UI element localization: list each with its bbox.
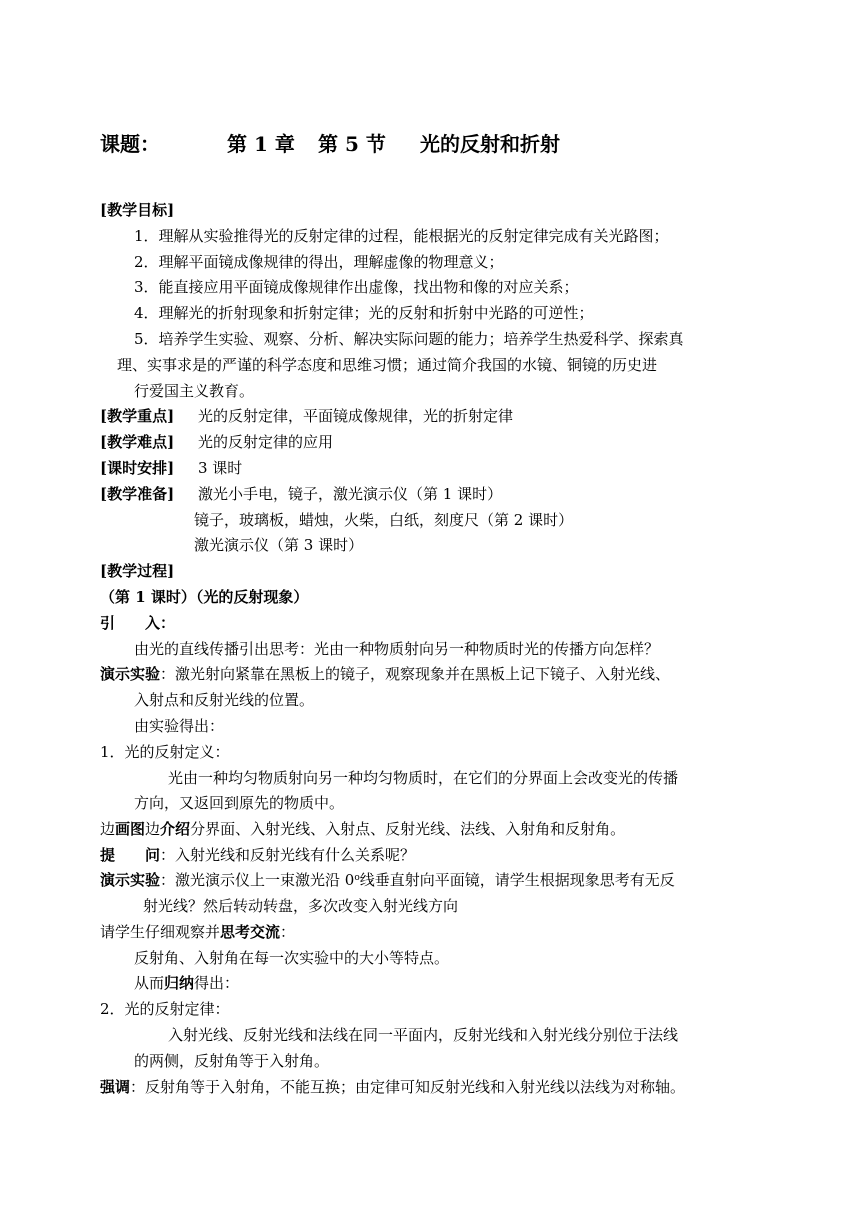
draw-text-e: 分界面、入射光线、入射点、反射光线、法线、入射角和反射角。	[190, 820, 626, 838]
emphasis-text: ：反射角等于入射角，不能互换；由定律可知反射光线和入射光线以法线为对称轴。	[130, 1078, 686, 1096]
degree-superscript: o	[354, 873, 360, 883]
observe-text-b: 思考交流	[220, 923, 281, 941]
preparation-line: 镜子，玻璃板，蜡烛，火柴，白纸，刻度尺（第 2 课时）	[194, 511, 574, 529]
intro-text: 由光的直线传播引出思考：光由一种物质射向另一种物质时光的传播方向怎样？	[134, 640, 660, 658]
intro-label: 引 入：	[100, 614, 176, 632]
definition-line1: 光由一种均匀物质射向另一种均匀物质时，在它们的分界面上会改变光的传播	[168, 769, 679, 787]
demo2-label: 演示实验	[100, 871, 161, 889]
demo2-text-b: 线垂直射向平面镜，请学生根据现象思考有无反	[359, 871, 675, 889]
key-points-text: 光的反射定律，平面镜成像规律，光的折射定律	[198, 407, 514, 425]
demo1-line2: 入射点和反射光线的位置。	[134, 691, 315, 709]
induce-text-a: 从而	[134, 974, 165, 992]
objective-item-5-line2: 理、实事求是的严谨的科学态度和思维习惯；通过简介我国的水镜、铜镜的历史进	[117, 356, 658, 374]
title-topic: 光的反射和折射	[420, 132, 560, 156]
from-experiment: 由实验得出：	[134, 717, 225, 735]
induce-text-c: 得出：	[194, 974, 240, 992]
objective-item-5-line1: 5．培养学生实验、观察、分析、解决实际问题的能力；培养学生热爱科学、探索真	[134, 330, 684, 348]
preparation-line: 激光小手电，镜子，激光演示仪（第 1 课时）	[198, 485, 503, 503]
objectives-heading: [教学目标]	[100, 201, 175, 219]
title-chapter: 第 1 章	[227, 132, 295, 156]
objective-item: 3．能直接应用平面镜成像规律作出虚像，找出物和像的对应关系；	[134, 278, 579, 296]
observe-line2: 反射角、入射角在每一次实验中的大小等特点。	[134, 949, 450, 967]
demo2-text-a: ：激光演示仪上一束激光沿 0	[160, 871, 355, 889]
emphasis-line	[100, 1077, 685, 1097]
difficulties-text: 光的反射定律的应用	[198, 433, 334, 451]
objective-item: 2．理解平面镜成像规律的得出，理解虚像的物理意义；	[134, 253, 504, 271]
title-section: 第 5 节	[318, 132, 386, 156]
difficulties-label: [教学难点]	[100, 433, 175, 451]
draw-text-b: 画图	[115, 820, 146, 838]
observe-text-a: 请学生仔细观察并	[100, 923, 221, 941]
objective-item-5-line3: 行爱国主义教育。	[134, 382, 255, 400]
draw-text-a: 边	[100, 820, 116, 838]
observe-line	[100, 922, 295, 942]
induce-text-b: 归纳	[164, 974, 195, 992]
draw-introduce-line	[100, 819, 625, 839]
observe-text-c: ：	[280, 923, 296, 941]
induce-line	[134, 973, 239, 993]
draw-text-d: 介绍	[160, 820, 191, 838]
law-line1: 入射光线、反射光线和法线在同一平面内，反射光线和入射光线分别位于法线	[168, 1026, 679, 1044]
question-label: 提 问	[100, 846, 161, 864]
law-heading: 2．光的反射定律：	[100, 1000, 230, 1018]
demo2-line1	[100, 870, 675, 890]
demo1-line1	[100, 664, 670, 684]
demo1-text: ：激光射向紧靠在黑板上的镜子，观察现象并在黑板上记下镜子、入射光线、	[160, 665, 671, 683]
process-heading: [教学过程]	[100, 562, 175, 580]
question-text: ：入射光线和反射光线有什么关系呢？	[160, 846, 416, 864]
lesson1-heading: （第 1 课时）（光的反射现象）	[100, 588, 309, 606]
objective-item: 4．理解光的折射现象和折射定律；光的反射和折射中光路的可逆性；	[134, 304, 594, 322]
question-line	[100, 845, 415, 865]
preparation-line: 激光演示仪（第 3 课时）	[194, 536, 364, 554]
demo2-line2: 射光线？然后转动转盘，多次改变入射光线方向	[143, 897, 459, 915]
emphasis-label: 强调	[100, 1078, 131, 1096]
key-points-label: [教学重点]	[100, 407, 175, 425]
law-line2: 的两侧，反射角等于入射角。	[134, 1052, 330, 1070]
objective-item: 1．理解从实验推得光的反射定律的过程，能根据光的反射定律完成有关光路图；	[134, 227, 669, 245]
definition-heading: 1．光的反射定义：	[100, 743, 230, 761]
draw-text-c: 边	[145, 820, 161, 838]
schedule-text: 3 课时	[198, 459, 243, 477]
definition-line2: 方向，又返回到原先的物质中。	[134, 794, 345, 812]
preparation-label: [教学准备]	[100, 485, 175, 503]
title-label: 课题：	[100, 132, 160, 156]
demo1-label: 演示实验	[100, 665, 161, 683]
schedule-label: [课时安排]	[100, 459, 175, 477]
